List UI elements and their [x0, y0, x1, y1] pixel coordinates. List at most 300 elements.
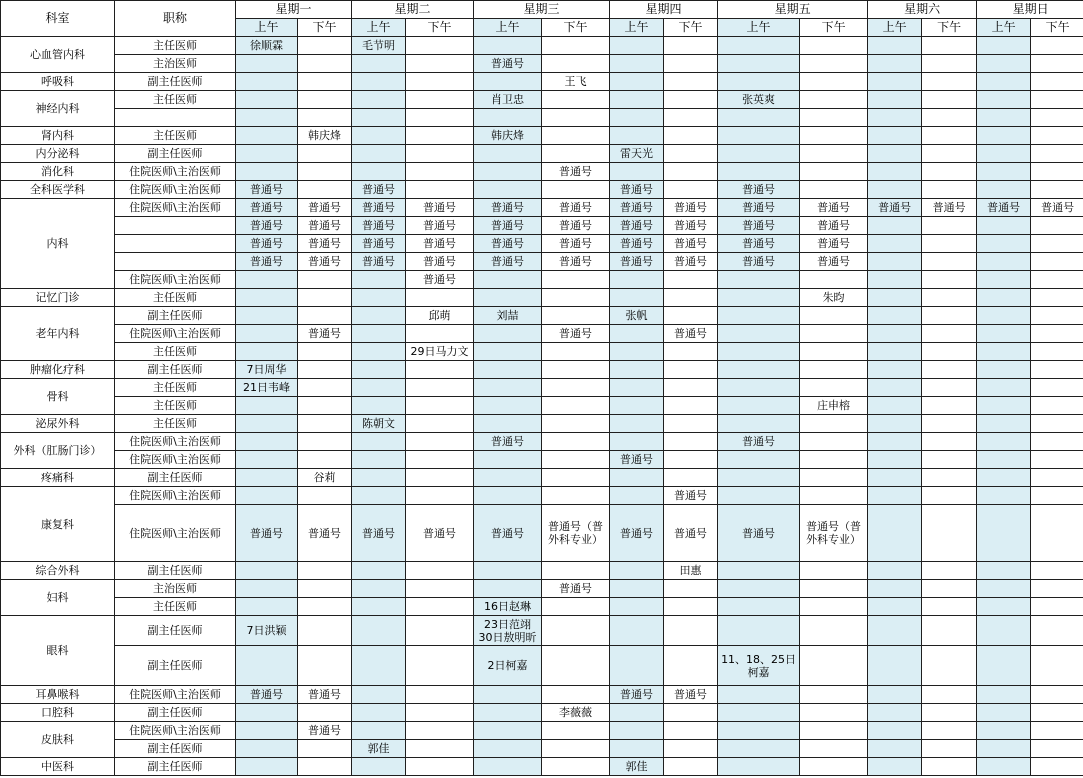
header-am: 上午: [236, 19, 298, 37]
slot-cell: [664, 580, 718, 598]
slot-cell: 普通号: [298, 235, 352, 253]
slot-cell: [977, 646, 1031, 686]
slot-cell: [298, 289, 352, 307]
slot-cell: [868, 289, 922, 307]
slot-cell: 普通号: [868, 199, 922, 217]
slot-cell: [352, 722, 406, 740]
slot-cell: [352, 580, 406, 598]
slot-cell: 普通号: [298, 722, 352, 740]
slot-cell: [664, 307, 718, 325]
slot-cell: [977, 343, 1031, 361]
slot-cell: [664, 289, 718, 307]
slot-cell: [298, 163, 352, 181]
slot-cell: [1031, 289, 1083, 307]
header-day-fri: 星期五: [718, 1, 868, 19]
slot-cell: [922, 145, 977, 163]
slot-cell: [800, 580, 868, 598]
slot-cell: [474, 73, 542, 91]
slot-cell: [977, 289, 1031, 307]
slot-cell: [610, 487, 664, 505]
table-row: [1, 145, 1083, 163]
title-cell: 主任医师: [115, 415, 236, 433]
slot-cell: [406, 469, 474, 487]
slot-cell: [922, 253, 977, 271]
slot-cell: [868, 704, 922, 722]
slot-cell: [1031, 181, 1083, 199]
slot-cell: [236, 562, 298, 580]
slot-cell: [236, 487, 298, 505]
slot-cell: [406, 325, 474, 343]
slot-cell: [298, 646, 352, 686]
slot-cell: [474, 397, 542, 415]
header-pm: 下午: [800, 19, 868, 37]
title-cell: 主任医师: [115, 379, 236, 397]
slot-cell: [1031, 379, 1083, 397]
slot-cell: [718, 562, 800, 580]
slot-cell: 普通号: [298, 686, 352, 704]
slot-cell: [236, 289, 298, 307]
title-cell: 主任医师: [115, 598, 236, 616]
slot-cell: [718, 343, 800, 361]
slot-cell: [718, 704, 800, 722]
slot-cell: [474, 379, 542, 397]
slot-cell: [298, 343, 352, 361]
slot-cell: [298, 73, 352, 91]
slot-cell: [1031, 55, 1083, 73]
slot-cell: [718, 758, 800, 776]
slot-cell: 普通号: [352, 181, 406, 199]
slot-cell: [298, 379, 352, 397]
slot-cell: [352, 646, 406, 686]
slot-cell: [664, 271, 718, 289]
slot-cell: 普通号: [474, 505, 542, 562]
slot-cell: [298, 598, 352, 616]
table-row: [1, 271, 1083, 289]
slot-cell: [298, 181, 352, 199]
slot-cell: [922, 451, 977, 469]
slot-cell: [868, 109, 922, 127]
slot-cell: [922, 433, 977, 451]
slot-cell: 普通号（普外科专业）: [800, 505, 868, 562]
header-pm: 下午: [922, 19, 977, 37]
dept-endo: 内分泌科: [1, 145, 115, 163]
slot-cell: [977, 307, 1031, 325]
slot-cell: 普通号: [406, 505, 474, 562]
slot-cell: [664, 37, 718, 55]
table-row: [1, 109, 1083, 127]
slot-cell: [977, 55, 1031, 73]
slot-cell: [868, 217, 922, 235]
table-row: [1, 704, 1083, 722]
slot-cell: [542, 361, 610, 379]
title-cell: 住院医师\主治医师: [115, 686, 236, 704]
table-row: [1, 55, 1083, 73]
slot-cell: [298, 397, 352, 415]
slot-cell: [868, 379, 922, 397]
slot-cell: [298, 487, 352, 505]
slot-cell: [977, 562, 1031, 580]
slot-cell: [542, 740, 610, 758]
slot-cell: [1031, 433, 1083, 451]
slot-cell: [718, 361, 800, 379]
slot-cell: 21日韦峰: [236, 379, 298, 397]
slot-cell: 田惠: [664, 562, 718, 580]
title-cell: 住院医师\主治医师: [115, 181, 236, 199]
slot-cell: [868, 562, 922, 580]
slot-cell: [298, 271, 352, 289]
slot-cell: 李薇薇: [542, 704, 610, 722]
slot-cell: [298, 562, 352, 580]
table-row: [1, 580, 1083, 598]
slot-cell: [542, 451, 610, 469]
slot-cell: 11、18、25日柯嘉: [718, 646, 800, 686]
slot-cell: [1031, 598, 1083, 616]
slot-cell: [922, 580, 977, 598]
slot-cell: [718, 451, 800, 469]
slot-cell: [922, 109, 977, 127]
slot-cell: [352, 397, 406, 415]
slot-cell: [922, 307, 977, 325]
slot-cell: [800, 91, 868, 109]
slot-cell: 普通号: [718, 181, 800, 199]
slot-cell: [977, 415, 1031, 433]
slot-cell: [298, 616, 352, 646]
slot-cell: [236, 580, 298, 598]
slot-cell: 普通号: [1031, 199, 1083, 217]
title-cell: 主任医师: [115, 91, 236, 109]
slot-cell: [1031, 740, 1083, 758]
title-cell: 主任医师: [115, 343, 236, 361]
slot-cell: 普通号: [610, 181, 664, 199]
slot-cell: [474, 361, 542, 379]
slot-cell: [406, 145, 474, 163]
slot-cell: 16日赵琳: [474, 598, 542, 616]
header-day-thu: 星期四: [610, 1, 718, 19]
title-cell: 副主任医师: [115, 145, 236, 163]
slot-cell: [298, 740, 352, 758]
dept-memory: 记忆门诊: [1, 289, 115, 307]
header-am: 上午: [868, 19, 922, 37]
slot-cell: [474, 145, 542, 163]
slot-cell: [610, 704, 664, 722]
slot-cell: [352, 343, 406, 361]
slot-cell: [868, 616, 922, 646]
header-day-mon: 星期一: [236, 1, 352, 19]
slot-cell: [664, 758, 718, 776]
slot-cell: [922, 271, 977, 289]
slot-cell: 普通号: [664, 253, 718, 271]
table-row: [1, 646, 1083, 686]
slot-cell: [474, 181, 542, 199]
title-cell: 副主任医师: [115, 646, 236, 686]
slot-cell: [868, 580, 922, 598]
table-row: [1, 163, 1083, 181]
slot-cell: [474, 451, 542, 469]
dept-derm: 皮肤科: [1, 722, 115, 758]
slot-cell: [406, 163, 474, 181]
slot-cell: [406, 73, 474, 91]
slot-cell: [352, 469, 406, 487]
slot-cell: 普通号: [977, 199, 1031, 217]
slot-cell: [718, 325, 800, 343]
slot-cell: 普通号: [542, 580, 610, 598]
slot-cell: [474, 580, 542, 598]
table-row: [1, 127, 1083, 145]
slot-cell: [298, 433, 352, 451]
slot-cell: 普通号: [474, 433, 542, 451]
slot-cell: [664, 616, 718, 646]
slot-cell: 陈朝文: [352, 415, 406, 433]
slot-cell: [664, 127, 718, 145]
table-row: [1, 451, 1083, 469]
slot-cell: [868, 181, 922, 199]
slot-cell: 普通号: [718, 253, 800, 271]
slot-cell: 普通号: [800, 235, 868, 253]
slot-cell: [922, 343, 977, 361]
slot-cell: [236, 163, 298, 181]
slot-cell: [474, 562, 542, 580]
slot-cell: [406, 598, 474, 616]
slot-cell: [1031, 127, 1083, 145]
slot-cell: [352, 91, 406, 109]
title-cell: 主任医师: [115, 127, 236, 145]
slot-cell: [868, 487, 922, 505]
slot-cell: [406, 55, 474, 73]
slot-cell: [664, 451, 718, 469]
title-cell: 副主任医师: [115, 616, 236, 646]
slot-cell: [236, 758, 298, 776]
slot-cell: 普通号: [664, 217, 718, 235]
slot-cell: [1031, 451, 1083, 469]
slot-cell: [800, 598, 868, 616]
slot-cell: [922, 91, 977, 109]
title-cell: 住院医师\主治医师: [115, 271, 236, 289]
slot-cell: 普通号: [664, 199, 718, 217]
slot-cell: [718, 55, 800, 73]
slot-cell: [298, 758, 352, 776]
slot-cell: [922, 598, 977, 616]
slot-cell: [1031, 646, 1083, 686]
slot-cell: [236, 598, 298, 616]
dept-pain: 疼痛科: [1, 469, 115, 487]
slot-cell: [610, 580, 664, 598]
table-row: [1, 37, 1083, 55]
dept-onco: 肿瘤化疗科: [1, 361, 115, 379]
slot-cell: [922, 55, 977, 73]
slot-cell: [542, 127, 610, 145]
slot-cell: 王飞: [542, 73, 610, 91]
dept-ent: 耳鼻喉科: [1, 686, 115, 704]
slot-cell: 普通号: [298, 253, 352, 271]
slot-cell: [298, 109, 352, 127]
dept-ortho: 骨科: [1, 379, 115, 415]
slot-cell: [406, 109, 474, 127]
slot-cell: 张英爽: [718, 91, 800, 109]
slot-cell: 普通号: [474, 217, 542, 235]
slot-cell: [610, 616, 664, 646]
slot-cell: [868, 646, 922, 686]
header-day-tue: 星期二: [352, 1, 474, 19]
dept-eye: 眼科: [1, 616, 115, 686]
title-cell: 住院医师\主治医师: [115, 505, 236, 562]
slot-cell: 普通号: [542, 217, 610, 235]
slot-cell: [664, 361, 718, 379]
slot-cell: [868, 598, 922, 616]
slot-cell: [298, 704, 352, 722]
header-pm: 下午: [406, 19, 474, 37]
slot-cell: [664, 433, 718, 451]
slot-cell: 张帆: [610, 307, 664, 325]
slot-cell: [236, 109, 298, 127]
slot-cell: [664, 181, 718, 199]
title-cell: 主治医师: [115, 55, 236, 73]
slot-cell: [1031, 361, 1083, 379]
slot-cell: [1031, 469, 1083, 487]
slot-cell: [406, 181, 474, 199]
slot-cell: [800, 616, 868, 646]
table-row: [1, 253, 1083, 271]
slot-cell: [800, 127, 868, 145]
slot-cell: [922, 616, 977, 646]
slot-cell: [1031, 163, 1083, 181]
slot-cell: [236, 145, 298, 163]
slot-cell: [922, 562, 977, 580]
slot-cell: [800, 487, 868, 505]
slot-cell: [922, 235, 977, 253]
header-day-wed: 星期三: [474, 1, 610, 19]
title-cell: 住院医师\主治医师: [115, 487, 236, 505]
slot-cell: [542, 109, 610, 127]
slot-cell: [664, 145, 718, 163]
slot-cell: [474, 163, 542, 181]
slot-cell: [474, 415, 542, 433]
slot-cell: [977, 235, 1031, 253]
slot-cell: [718, 73, 800, 91]
slot-cell: [800, 562, 868, 580]
slot-cell: [868, 55, 922, 73]
table-row: [1, 758, 1083, 776]
slot-cell: [298, 307, 352, 325]
slot-cell: 普通号: [406, 217, 474, 235]
slot-cell: [236, 451, 298, 469]
slot-cell: 普通号: [610, 253, 664, 271]
slot-cell: 徐顺霖: [236, 37, 298, 55]
dept-tcm: 中医科: [1, 758, 115, 776]
slot-cell: [298, 91, 352, 109]
header-title: 职称: [115, 1, 236, 37]
slot-cell: 普通号: [718, 235, 800, 253]
slot-cell: 23日范翊 30日敖明昕: [474, 616, 542, 646]
slot-cell: 普通号: [718, 505, 800, 562]
slot-cell: [922, 379, 977, 397]
slot-cell: [406, 289, 474, 307]
slot-cell: [352, 55, 406, 73]
slot-cell: 韩庆烽: [298, 127, 352, 145]
slot-cell: [977, 127, 1031, 145]
slot-cell: [542, 616, 610, 646]
header-pm: 下午: [1031, 19, 1083, 37]
title-cell: [115, 235, 236, 253]
title-cell: 副主任医师: [115, 469, 236, 487]
slot-cell: [406, 487, 474, 505]
title-cell: 住院医师\主治医师: [115, 325, 236, 343]
slot-cell: 普通号: [718, 433, 800, 451]
slot-cell: [718, 740, 800, 758]
slot-cell: [718, 271, 800, 289]
slot-cell: [1031, 253, 1083, 271]
slot-cell: [664, 109, 718, 127]
slot-cell: [352, 271, 406, 289]
slot-cell: [977, 163, 1031, 181]
slot-cell: [236, 343, 298, 361]
slot-cell: 朱昀: [800, 289, 868, 307]
slot-cell: 邱萌: [406, 307, 474, 325]
dept-dental: 口腔科: [1, 704, 115, 722]
slot-cell: 普通号: [664, 325, 718, 343]
slot-cell: 普通号: [664, 487, 718, 505]
slot-cell: [664, 415, 718, 433]
slot-cell: [406, 361, 474, 379]
slot-cell: 毛节明: [352, 37, 406, 55]
slot-cell: [298, 451, 352, 469]
slot-cell: [406, 722, 474, 740]
slot-cell: [610, 598, 664, 616]
slot-cell: 普通号: [352, 199, 406, 217]
slot-cell: [922, 646, 977, 686]
slot-cell: [1031, 91, 1083, 109]
slot-cell: 普通号: [236, 217, 298, 235]
slot-cell: [922, 325, 977, 343]
slot-cell: [718, 580, 800, 598]
slot-cell: [977, 145, 1031, 163]
header-day-sat: 星期六: [868, 1, 977, 19]
slot-cell: [800, 271, 868, 289]
slot-cell: [352, 325, 406, 343]
slot-cell: [1031, 686, 1083, 704]
slot-cell: [664, 397, 718, 415]
dept-gastro: 消化科: [1, 163, 115, 181]
title-cell: 副主任医师: [115, 361, 236, 379]
slot-cell: [352, 127, 406, 145]
slot-cell: [664, 343, 718, 361]
slot-cell: [610, 415, 664, 433]
slot-cell: [236, 325, 298, 343]
slot-cell: [610, 562, 664, 580]
slot-cell: 刘喆: [474, 307, 542, 325]
slot-cell: [610, 722, 664, 740]
slot-cell: [977, 469, 1031, 487]
slot-cell: [406, 433, 474, 451]
slot-cell: [352, 487, 406, 505]
slot-cell: [474, 289, 542, 307]
slot-cell: [1031, 562, 1083, 580]
slot-cell: [610, 271, 664, 289]
slot-cell: [977, 181, 1031, 199]
slot-cell: [868, 91, 922, 109]
slot-cell: 2日柯嘉: [474, 646, 542, 686]
slot-cell: 肖卫忠: [474, 91, 542, 109]
slot-cell: [868, 415, 922, 433]
slot-cell: [718, 686, 800, 704]
slot-cell: 普通号: [236, 181, 298, 199]
slot-cell: [236, 271, 298, 289]
slot-cell: 普通号: [474, 199, 542, 217]
slot-cell: [236, 91, 298, 109]
slot-cell: [800, 307, 868, 325]
slot-cell: [406, 758, 474, 776]
slot-cell: [800, 325, 868, 343]
slot-cell: [610, 740, 664, 758]
